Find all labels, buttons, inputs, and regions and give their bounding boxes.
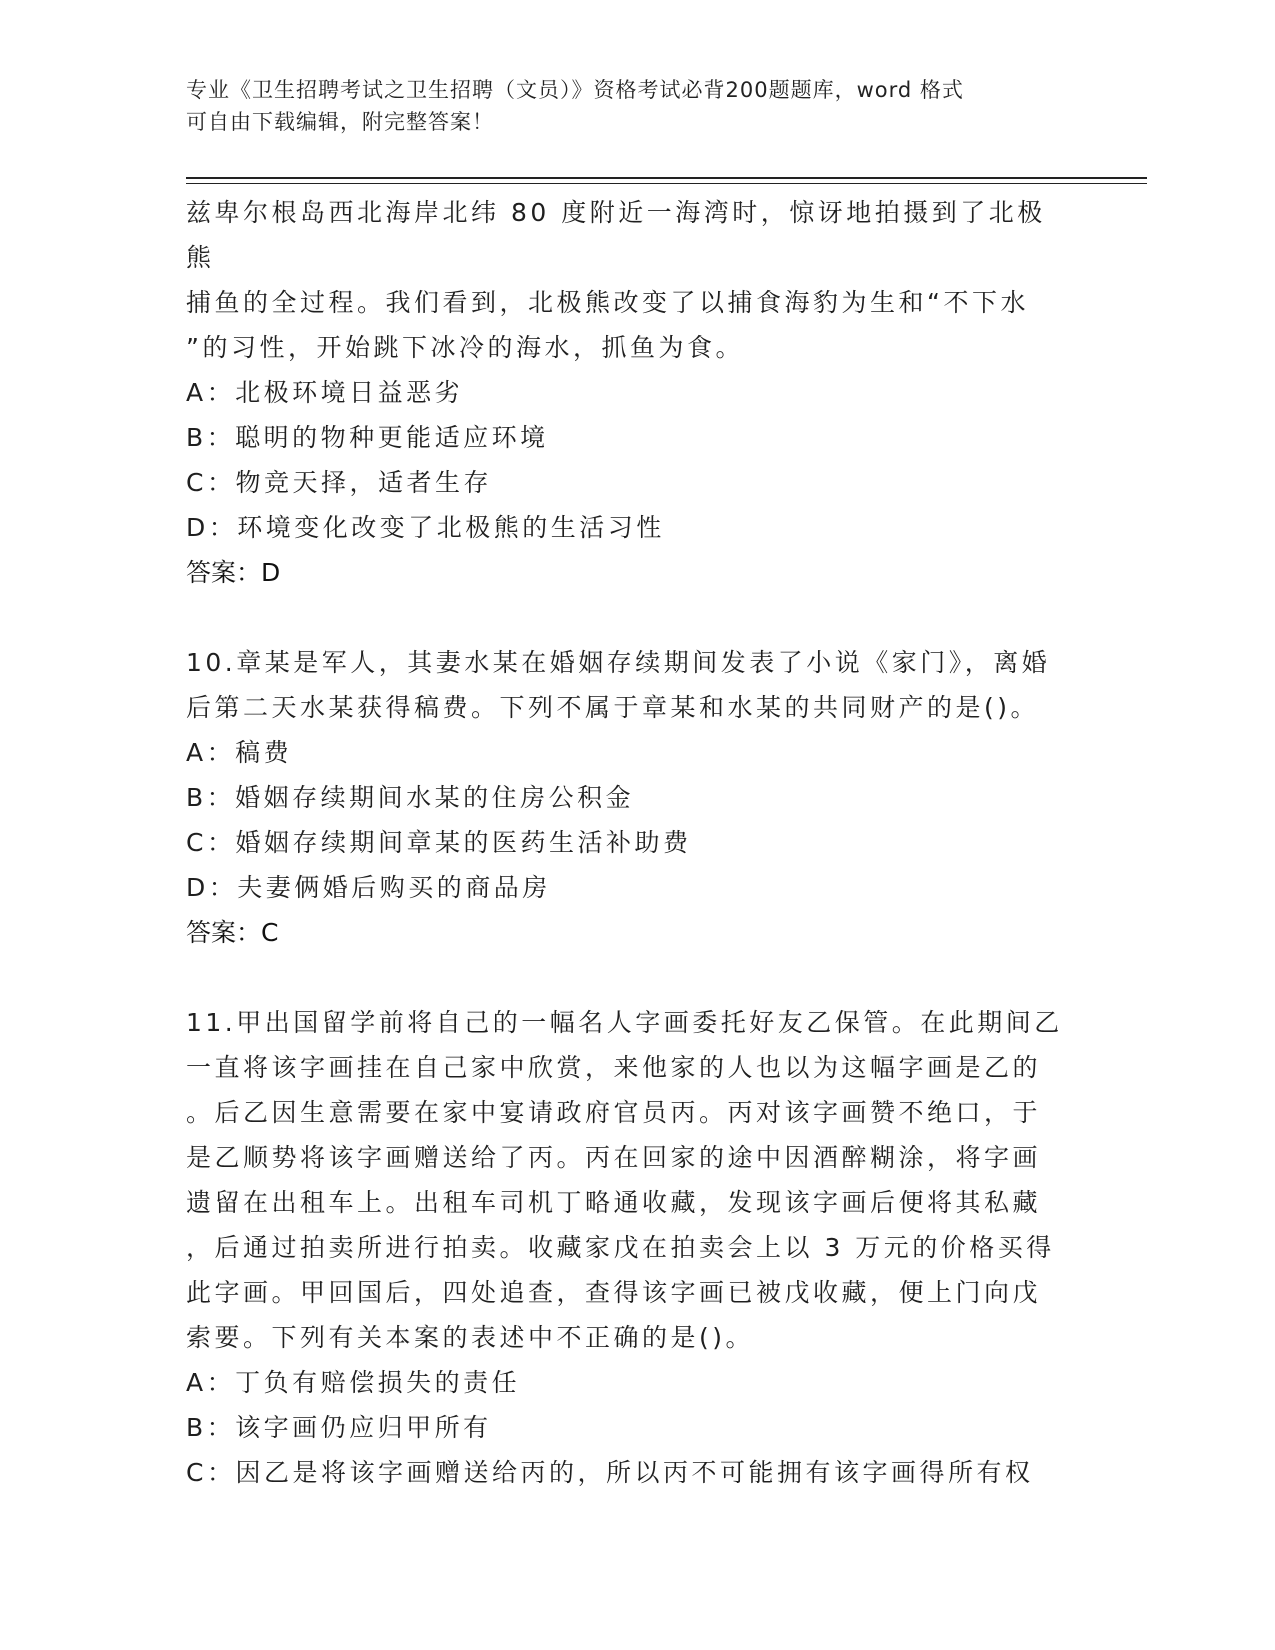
header-divider-thin — [186, 183, 1147, 184]
question-stem-line: 捕鱼的全过程。我们看到，北极熊改变了以捕食海豹为生和“不下水 — [186, 288, 1029, 317]
question-stem-line: 是乙顺势将该字画赠送给了丙。丙在回家的途中因酒醉糊涂，将字画 — [186, 1143, 1042, 1172]
document-body — [186, 190, 1066, 1495]
question-stem-line: ，后通过拍卖所进行拍卖。收藏家戊在拍卖会上以 3 万元的价格买得 — [186, 1233, 1055, 1262]
answer-line: 答案：D — [186, 558, 281, 587]
spacer — [186, 955, 1066, 1000]
option-b: B：聪明的物种更能适应环境 — [186, 423, 549, 452]
question-stem-line: 兹卑尔根岛西北海岸北纬 80 度附近一海湾时，惊讶地拍摄到了北极熊 — [186, 198, 1046, 272]
question-11 — [186, 1000, 1066, 1495]
question-stem-line: 遗留在出租车上。出租车司机丁略通收藏，发现该字画后便将其私藏 — [186, 1188, 1042, 1217]
question-10 — [186, 640, 1066, 955]
option-a: A：北极环境日益恶劣 — [186, 378, 464, 407]
question-stem-line: 10.章某是军人，其妻水某在婚姻存续期间发表了小说《家门》，离婚 — [186, 648, 1051, 677]
question-stem-line: 。后乙因生意需要在家中宴请政府官员丙。丙对该字画赞不绝口，于 — [186, 1098, 1042, 1127]
option-c: C：婚姻存续期间章某的医药生活补助费 — [186, 828, 692, 857]
question-stem-line: 一直将该字画挂在自己家中欣赏，来他家的人也以为这幅字画是乙的 — [186, 1053, 1042, 1082]
question-stem-line: ”的习性，开始跳下冰冷的海水，抓鱼为食。 — [186, 333, 744, 362]
question-stem-line: 11.甲出国留学前将自己的一幅名人字画委托好友乙保管。在此期间乙 — [186, 1008, 1063, 1037]
option-d: D：环境变化改变了北极熊的生活习性 — [186, 513, 665, 542]
question-stem-line: 后第二天水某获得稿费。下列不属于章某和水某的共同财产的是()。 — [186, 693, 1040, 722]
option-c: C：物竞天择，适者生存 — [186, 468, 492, 497]
option-a: A：稿费 — [186, 738, 293, 767]
spacer — [186, 595, 1066, 640]
option-d: D：夫妻俩婚后购买的商品房 — [186, 873, 551, 902]
answer-line: 答案：C — [186, 918, 279, 947]
option-a: A：丁负有赔偿损失的责任 — [186, 1368, 521, 1397]
header-divider-thick — [186, 177, 1147, 179]
option-b: B：婚姻存续期间水某的住房公积金 — [186, 783, 635, 812]
header-line-2: 可自由下载编辑，附完整答案！ — [186, 110, 494, 134]
question-stem-line: 此字画。甲回国后，四处追查，查得该字画已被戊收藏，便上门向戊 — [186, 1278, 1042, 1307]
option-b: B：该字画仍应归甲所有 — [186, 1413, 492, 1442]
document-header — [186, 74, 1066, 138]
header-line-1: 专业《卫生招聘考试之卫生招聘（文员）》资格考试必背200题题库，word 格式 — [186, 78, 964, 102]
question-stem-line: 索要。下列有关本案的表述中不正确的是()。 — [186, 1323, 755, 1352]
option-c: C：因乙是将该字画赠送给丙的，所以丙不可能拥有该字画得所有权 — [186, 1458, 1034, 1487]
question-9 — [186, 190, 1066, 595]
